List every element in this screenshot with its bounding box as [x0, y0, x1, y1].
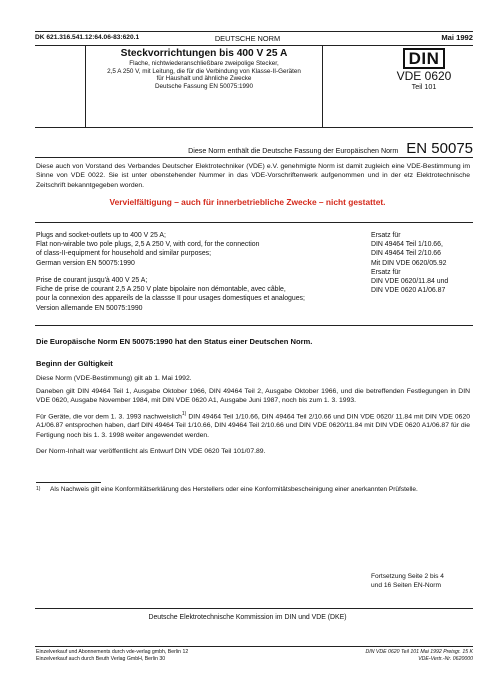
french-title-line: Prise de courant jusqu'à 400 V 25 A;: [36, 277, 148, 284]
en-statement-text: Diese Norm enthält die Deutsche Fassung der Europäischen Norm: [188, 147, 399, 155]
title-subline: Deutsche Fassung EN 50075:1990: [154, 82, 254, 90]
validity-text: DIN 49464 Teil 1/10.66, DIN 49464 Teil 2/10.66 und DIN VDE 0620/ 11.84 mit DIN VDE 0620 A1/06.87 entsprochen haben, darf DIN 49464 Teil 1/10.66, DIN 49464 Teil 2/10.66 und DIN VDE 0620/11.84 mit DIN VDE 0620 A1/06.87 für die Fertigung noch bis 1. 3. 1998 weiter angewendet werden.: [36, 413, 471, 439]
title-divider-left: [85, 45, 86, 127]
continuation-note: [371, 572, 471, 590]
footer-line: VDE-Vertr.-Nr. 0620000: [418, 656, 473, 663]
footnote: [36, 485, 470, 496]
replacement-info: [371, 231, 481, 295]
en-rule: [35, 157, 473, 158]
english-title-line: of class-II-equipment for household and similar purposes;: [36, 250, 212, 258]
din-identifier: [386, 48, 462, 91]
footnote-text: Als Nachweis gilt eine Konformitätserklärung des Herstellers oder eine Konformitätsbescheinigung einer anerkannten Prüfstelle.: [50, 486, 418, 493]
french-title-line: Fiche de prise de courant 2,5 A 250 V plate bipolaire non démontable, avec câble,: [36, 286, 286, 294]
english-title: [36, 231, 366, 268]
en-statement: [188, 140, 473, 157]
continuation-line: Fortsetzung Seite 2 bis 4: [371, 573, 444, 580]
footer-line: Einzelverkauf und Abonnements durch vde-verlag gmbh, Berlin 12: [36, 649, 189, 655]
footer-reference: [366, 649, 473, 663]
dk-classification: DK 621.316.541.12:64.06-83:620.1: [35, 34, 140, 41]
validity-paragraph: [36, 410, 470, 440]
title-subline: Flache, nichtwiederanschließbare zweipolige Stecker,: [129, 60, 279, 67]
title-rule: [35, 127, 473, 128]
french-title-line: Version allemande EN 50075:1990: [36, 304, 143, 312]
validity-paragraph: Daneben gilt DIN 49464 Teil 1, Ausgabe Oktober 1966, DIN 49464 Teil 2, Ausgabe Oktober 1966, und die betreffenden Festlegungen in DIN VDE 0620, Ausgabe November 1984, mit DIN VDE 0620 A1, Ausgabe Juni 1987, noch bis zum 1. 3. 1993.: [36, 388, 470, 405]
replacement-line: Ersatz für: [371, 232, 401, 239]
footer-line: DIN VDE 0620 Teil 101 Mai 1992 Preisgr. 15 K: [365, 649, 473, 655]
title-subline: 2,5 A 250 V, mit Leitung, die für die Verbindung von Klasse-II-Geräten: [107, 67, 301, 75]
validity-paragraph: Der Norm-Inhalt war veröffentlicht als Entwurf DIN VDE 0620 Teil 101/07.89.: [36, 448, 266, 455]
din-logo: DIN: [403, 48, 446, 69]
top-rule: [35, 31, 473, 32]
validity-paragraph: Diese Norm (VDE-Bestimmung) gilt ab 1. Mai 1992.: [36, 375, 192, 382]
replacement-line: Ersatz für: [371, 268, 401, 276]
english-title-line: Flat non-wirable two pole plugs, 2,5 A 250 V, with cord, for the connection: [36, 241, 260, 249]
replacement-line: DIN 49464 Teil 1/10.66,: [371, 241, 443, 249]
english-title-line: German version EN 50075:1990: [36, 259, 135, 267]
din-part: Teil 101: [411, 82, 437, 91]
warning-rule: [35, 222, 473, 223]
din-number: VDE 0620: [396, 69, 452, 83]
title-block: [88, 48, 320, 90]
issue-date: Mai 1992: [441, 33, 473, 42]
replacement-line: DIN VDE 0620/11.84 und: [371, 278, 449, 286]
validity-text: Für Geräte, die vor dem 1. 3. 1993 nachweislich: [36, 413, 182, 421]
commission-name: Deutsche Elektrotechnische Kommission im DIN und VDE (DKE): [148, 614, 347, 621]
continuation-line: und 16 Seiten EN-Norm: [371, 582, 442, 589]
document-title: Steckvorrichtungen bis 400 V 25 A: [120, 48, 288, 59]
norm-category: DEUTSCHE NORM: [214, 34, 281, 43]
title-divider-right: [322, 45, 323, 127]
validity-heading: Beginn der Gültigkeit: [36, 359, 113, 368]
intro-paragraph: Diese auch von Vorstand des Verbandes Deutscher Elektrotechniker (VDE) e.V. genehmigte Norm ist damit zugleich eine VDE-Bestimmung im Sinne von VDE 0022. Sie ist unter obenstehender Nummer in das VDE-Vorschriftenwerk aufgenommen und in der etz Elektrotechnische Zeitschrift bekanntgegeben worden.: [36, 163, 470, 189]
replacement-line: DIN VDE 0620 A1/06.87: [371, 287, 446, 295]
footnote-mark: 1): [36, 486, 41, 492]
titles-rule: [35, 325, 473, 326]
footnote-reference: 1): [181, 411, 187, 417]
replacement-line: Mit DIN VDE 0620/05.92: [371, 259, 447, 267]
footer-sales-info: [36, 649, 188, 663]
copy-warning: Vervielfältigung – auch für innerbetriebliche Zwecke – nicht gestattet.: [109, 197, 386, 207]
en-number: EN 50075: [406, 140, 473, 157]
commission-rule-top: [35, 608, 473, 609]
footnote-rule: [36, 482, 101, 483]
footer-line: Einzelverkauf auch durch Beuth Verlag GmbH, Berlin 30: [36, 656, 166, 663]
commission-rule-bottom: [35, 646, 473, 647]
french-title-line: pour la connexion des appareils de la classse II pour usages domestiques et analogues;: [36, 295, 305, 303]
french-title: [36, 276, 371, 313]
english-title-line: Plugs and socket-outlets up to 400 V 25 A;: [36, 232, 166, 239]
title-subline: für Haushalt und ähnliche Zwecke: [156, 75, 252, 83]
replacement-line: DIN 49464 Teil 2/10.66: [371, 250, 441, 258]
header-rule: [35, 45, 473, 46]
status-statement: Die Europäische Norm EN 50075:1990 hat den Status einer Deutschen Norm.: [36, 337, 313, 346]
